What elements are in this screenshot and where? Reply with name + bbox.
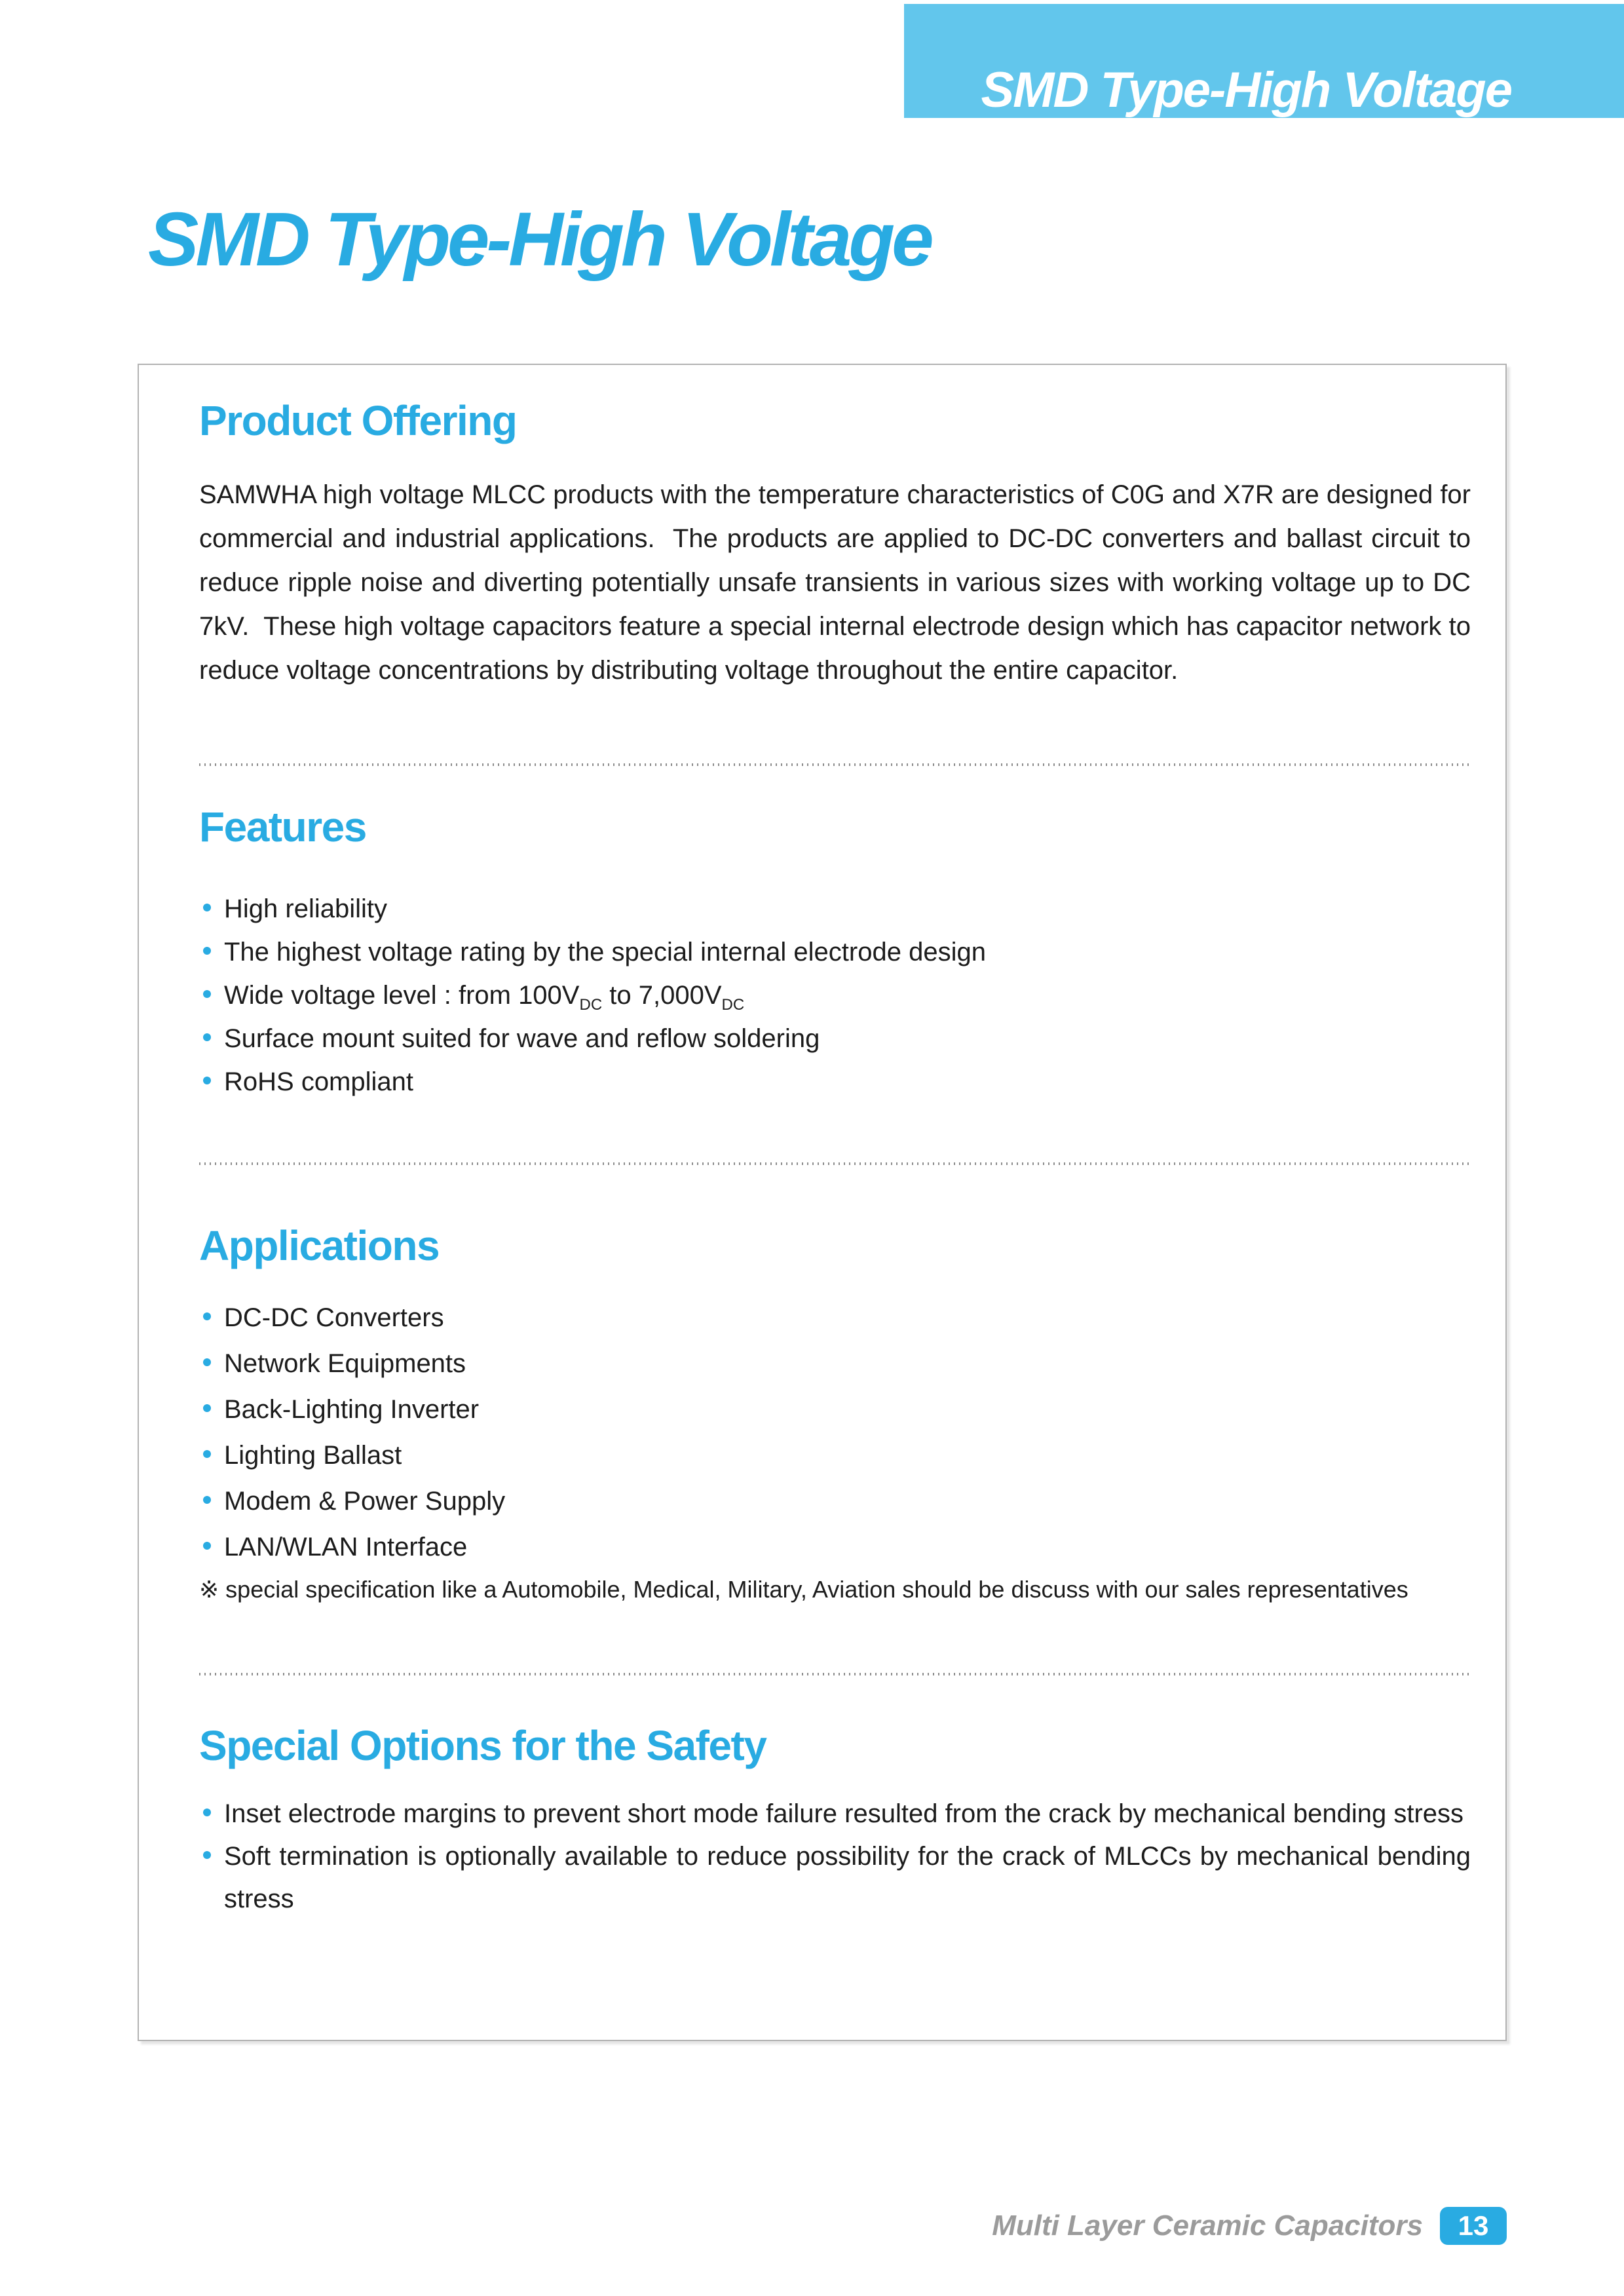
- section-features: [199, 804, 1471, 1103]
- page-footer: [992, 2207, 1507, 2245]
- list-item-label: RoHS compliant: [224, 1067, 414, 1096]
- list-item: [199, 1017, 1471, 1060]
- list-item-label: Inset electrode margins to prevent short mode failure resulted from the crack by mechanical bending stress: [224, 1799, 1464, 1828]
- list-item-label: Wide voltage level : from $100V_{DC}$ to $7,000V_{DC}$: [224, 980, 745, 1014]
- bullet-dot-icon: [203, 1542, 211, 1550]
- list-item: [199, 1478, 1471, 1524]
- list-item: [199, 1295, 1471, 1341]
- special-options-list: [199, 1793, 1471, 1921]
- bullet-dot-icon: [203, 1312, 211, 1320]
- list-item: [199, 974, 1471, 1017]
- bullet-dot-icon: [203, 1808, 211, 1816]
- list-item-label: The highest voltage rating by the special internal electrode design: [224, 937, 986, 966]
- dotted-divider: [199, 763, 1471, 766]
- bullet-dot-icon: [203, 1077, 211, 1084]
- list-item: [199, 1524, 1471, 1570]
- list-item-label: High reliability: [224, 894, 387, 923]
- features-list: [199, 887, 1471, 1103]
- footer-title: Multi Layer Ceramic Capacitors: [992, 2210, 1423, 2242]
- page-banner: [904, 4, 1624, 118]
- features-heading: Features: [199, 803, 366, 851]
- banner-title: SMD Type-High Voltage: [981, 62, 1511, 118]
- bullet-dot-icon: [203, 1450, 211, 1458]
- list-item: [199, 930, 1471, 974]
- list-item: [199, 1060, 1471, 1103]
- bullet-dot-icon: [203, 904, 211, 911]
- applications-list: [199, 1295, 1471, 1570]
- product-offering-body: SAMWHA high voltage MLCC products with the temperature characteristics of C0G and X7R are designed for commercial and industrial applications. The products are applied to DC-DC converters and ballast circuit to reduce ripple noise and diverting potentially unsafe transients in various sizes with working voltage up to DC 7kV. These high voltage capacitors feature a special internal electrode design which has capacitor network to reduce voltage concentrations by distributing voltage throughout the entire capacitor.: [199, 480, 1479, 685]
- list-item-label: Modem & Power Supply: [224, 1487, 506, 1516]
- list-item: [199, 1835, 1471, 1921]
- list-item-label: Network Equipments: [224, 1349, 466, 1379]
- list-item-label: DC-DC Converters: [224, 1303, 444, 1333]
- list-item: [199, 1432, 1471, 1478]
- list-item-label: Lighting Ballast: [224, 1441, 402, 1470]
- bullet-dot-icon: [203, 990, 211, 998]
- page-number-badge: 13: [1440, 2207, 1507, 2245]
- section-product-offering: [199, 397, 1479, 693]
- list-item-label: Soft termination is optionally available to reduce possibility for the crack of MLCCs by mechanical bending stress: [224, 1841, 1471, 1913]
- list-item: [199, 1793, 1471, 1835]
- list-item-label: Back-Lighting Inverter: [224, 1395, 480, 1425]
- applications-note: ※ special specification like a Automobile, Medical, Military, Aviation should be discuss with our sales representatives: [199, 1576, 1408, 1603]
- bullet-dot-icon: [203, 1404, 211, 1412]
- list-item: [199, 1341, 1471, 1387]
- special-options-heading: Special Options for the Safety: [199, 1722, 766, 1770]
- applications-heading: Applications: [199, 1221, 440, 1269]
- list-item-label: LAN/WLAN Interface: [224, 1533, 468, 1562]
- list-item: [199, 887, 1471, 930]
- section-special-options: [199, 1723, 1471, 1920]
- bullet-dot-icon: [203, 1496, 211, 1504]
- content-panel: [138, 364, 1507, 2041]
- bullet-dot-icon: [203, 1033, 211, 1041]
- page-title: SMD Type-High Voltage: [148, 197, 931, 282]
- dotted-divider: [199, 1162, 1471, 1165]
- section-applications: [199, 1223, 1471, 1604]
- bullet-dot-icon: [203, 947, 211, 955]
- list-item: [199, 1387, 1471, 1432]
- bullet-dot-icon: [203, 1851, 211, 1859]
- dotted-divider: [199, 1673, 1471, 1675]
- bullet-dot-icon: [203, 1358, 211, 1366]
- product-offering-heading: Product Offering: [199, 397, 517, 444]
- list-item-label: Surface mount suited for wave and reflow soldering: [224, 1024, 820, 1053]
